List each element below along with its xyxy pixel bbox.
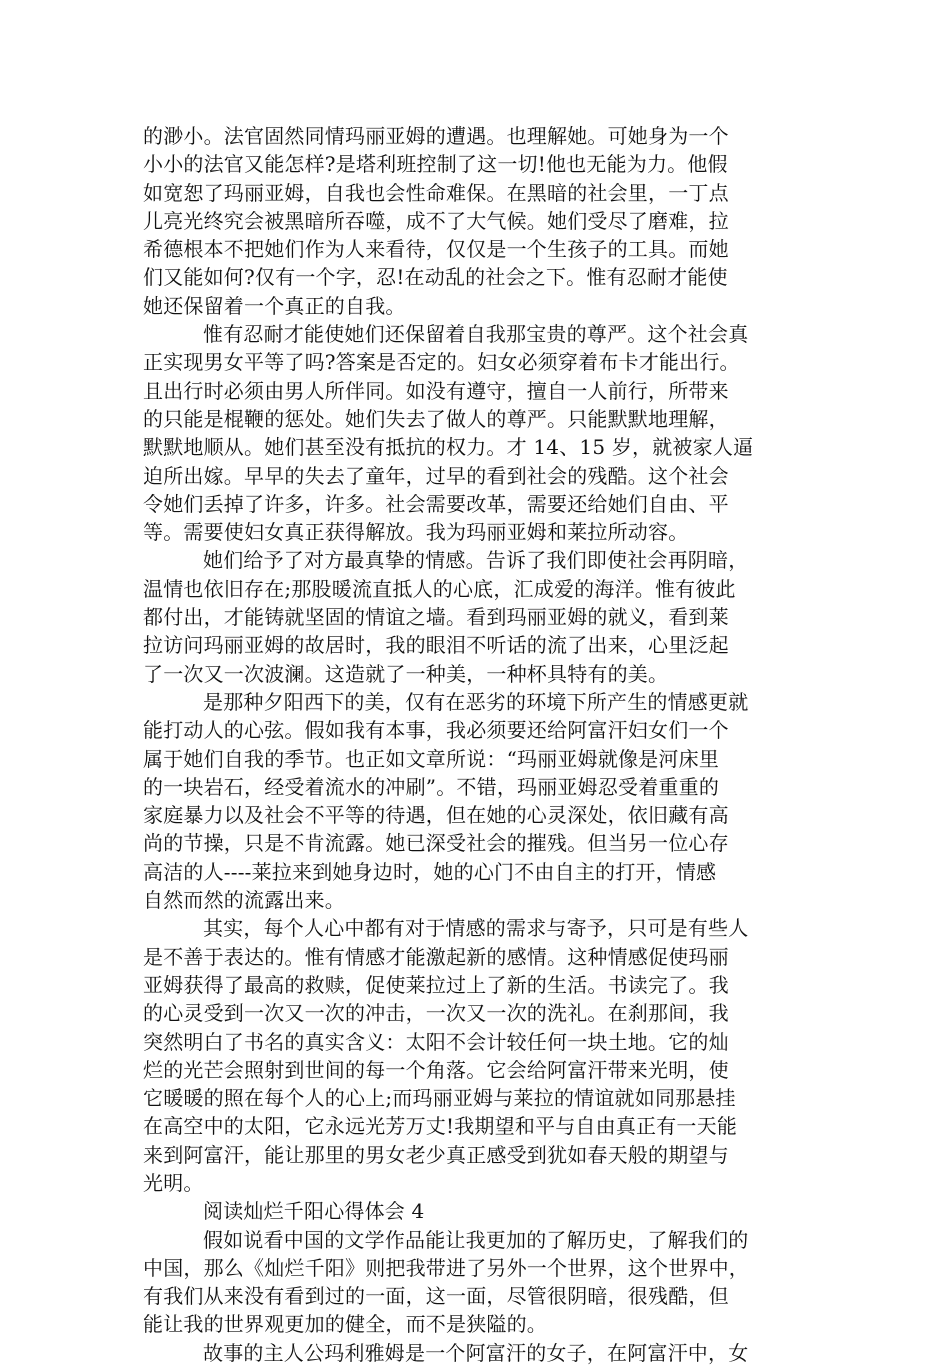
text-line: 她还保留着一个真正的自我。 [143, 293, 406, 318]
text-line: 中国，那么《灿烂千阳》则把我带进了另外一个世界，这个世界中， [143, 1255, 749, 1280]
paragraph-first-line: 假如说看中国的文学作品能让我更加的了解历史，了解我们的 [203, 1227, 749, 1252]
text-line: 们又能如何?仅有一个字，忍!在动乱的社会之下。惟有忍耐才能使 [143, 265, 728, 290]
text-line: 迫所出嫁。早早的失去了童年，过早的看到社会的残酷。这个社会 [143, 463, 729, 488]
text-line: 能让我的世界观更加的健全，而不是狭隘的。 [143, 1312, 547, 1337]
text-line: 的心灵受到一次又一次的冲击，一次又一次的洗礼。在刹那间，我 [143, 1001, 729, 1026]
paragraph-first-line: 惟有忍耐才能使她们还保留着自我那宝贵的尊严。这个社会真 [203, 322, 749, 347]
text-line: 尚的节操，只是不肯流露。她已深受社会的摧残。但当另一位心存 [143, 831, 729, 856]
text-line: 正实现男女平等了吗?答案是否定的。妇女必须穿着布卡才能出行。 [143, 350, 740, 375]
text-line: 温情也依旧存在;那股暖流直抵人的心底，汇成爱的海洋。惟有彼此 [143, 576, 736, 601]
text-line: 高洁的人----莱拉来到她身边时，她的心门不由自主的打开，情感 [143, 859, 717, 884]
text-line: 且出行时必须由男人所伴同。如没有遵守，擅自一人前行，所带来 [143, 378, 729, 403]
text-line: 的渺小。法官固然同情玛丽亚姆的遭遇。也理解她。可她身为一个 [143, 124, 729, 148]
text-line: 是不善于表达的。惟有情感才能激起新的感情。这种情感促使玛丽 [143, 944, 729, 969]
text-line: 来到阿富汗，能让那里的男女老少真正感受到犹如春天般的期望与 [143, 1142, 729, 1167]
text-line: 家庭暴力以及社会不平等的待遇，但在她的心灵深处，依旧藏有高 [143, 803, 729, 828]
text-line: 都付出，才能铸就坚固的情谊之墙。看到玛丽亚姆的就义，看到莱 [143, 605, 729, 630]
text-line: 属于她们自我的季节。也正如文章所说：“玛丽亚姆就像是河床里 [143, 746, 720, 771]
text-line: 的一块岩石，经受着流水的冲刷”。不错，玛丽亚姆忍受着重重的 [143, 774, 720, 799]
text-line: 的只能是棍鞭的惩处。她们失去了做人的尊严。只能默默地理解， [143, 406, 729, 431]
paragraph-first-line: 是那种夕阳西下的美，仅有在恶劣的环境下所产生的情感更就 [203, 689, 749, 714]
text-line: 默默地顺从。她们甚至没有抵抗的权力。才 14、15 岁，就被家人逼 [143, 435, 754, 460]
text-line: 亚姆获得了最高的救赎，促使莱拉过上了新的生活。书读完了。我 [143, 972, 729, 997]
text-line: 令她们丢掉了许多，许多。社会需要改革，需要还给她们自由、平 [143, 491, 729, 516]
text-line: 它暖暖的照在每个人的心上;而玛丽亚姆与莱拉的情谊就如同那悬挂 [143, 1086, 736, 1111]
text-line: 了一次又一次波澜。这造就了一种美，一种杯具特有的美。 [143, 661, 669, 686]
text-line: 小小的法官又能怎样?是塔利班控制了这一切!他也无能为力。他假 [143, 152, 728, 177]
text-line: 能打动人的心弦。假如我有本事，我必须要还给阿富汗妇女们一个 [143, 718, 729, 743]
text-line: 在高空中的太阳，它永远光芳万丈!我期望和平与自由真正有一天能 [143, 1114, 738, 1139]
text-line: 烂的光芒会照射到世间的每一个角落。它会给阿富汗带来光明，使 [143, 1057, 729, 1082]
text-line: 突然明白了书名的真实含义：太阳不会计较任何一块土地。它的灿 [143, 1029, 729, 1054]
text-line: 儿亮光终究会被黑暗所吞噬，成不了大气候。她们受尽了磨难，拉 [143, 208, 729, 233]
paragraph-first-line: 故事的主人公玛利雅姆是一个阿富汗的女子，在阿富汗中，女 [203, 1340, 749, 1365]
paragraph-first-line: 阅读灿烂千阳心得体会 4 [203, 1199, 425, 1224]
text-line: 有我们从来没有看到过的一面，这一面，尽管很阴暗，很残酷，但 [143, 1284, 729, 1309]
paragraph-first-line: 她们给予了对方最真挚的情感。告诉了我们即使社会再阴暗， [203, 548, 749, 573]
text-line: 如宽恕了玛丽亚姆，自我也会性命难保。在黑暗的社会里，一丁点 [143, 180, 729, 205]
text-line: 希德根本不把她们作为人来看待，仅仅是一个生孩子的工具。而她 [143, 237, 729, 262]
document-body [143, 122, 813, 1367]
text-line: 自然而然的流露出来。 [143, 888, 345, 913]
text-line: 光明。 [143, 1170, 204, 1195]
text-line: 等。需要使妇女真正获得解放。我为玛丽亚姆和莱拉所动容。 [143, 520, 689, 545]
text-line: 拉访问玛丽亚姆的故居时，我的眼泪不听话的流了出来，心里泛起 [143, 633, 729, 658]
paragraph-first-line: 其实，每个人心中都有对于情感的需求与寄予，只可是有些人 [203, 916, 749, 941]
